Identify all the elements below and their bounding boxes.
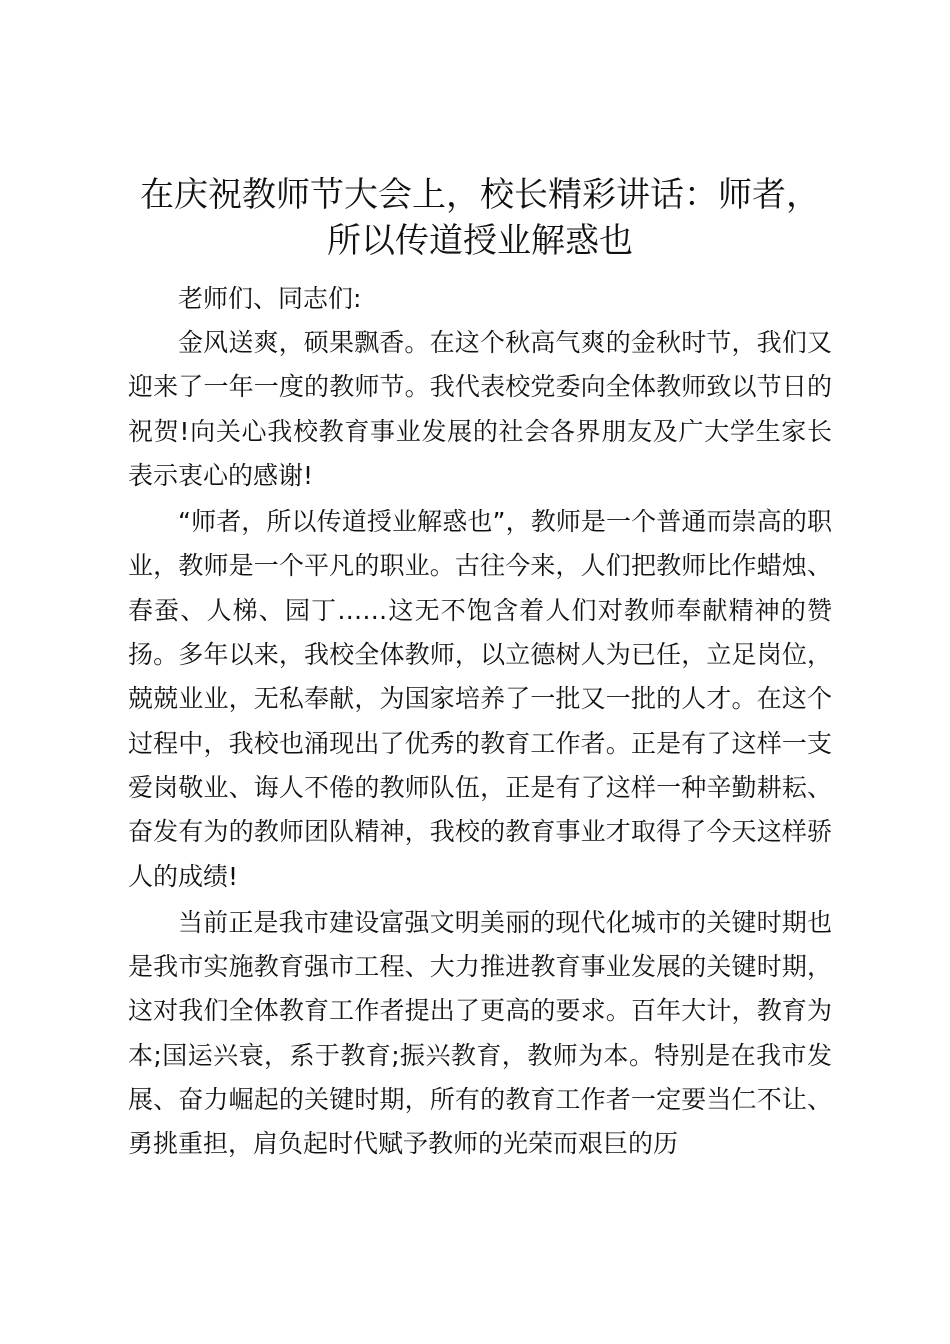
paragraph-1: 金风送爽，硕果飘香。在这个秋高气爽的金秋时节，我们又迎来了一年一度的教师节。我代表校党委向全体教师致以节日的祝贺!向关心我校教育事业发展的社会各界朋友及广大学生家长表示衷心的感谢! — [128, 328, 832, 490]
document-page — [128, 172, 832, 1167]
greeting: 老师们、同志们: — [178, 284, 362, 313]
paragraph-3: 当前正是我市建设富强文明美丽的现代化城市的关键时期也是我市实施教育强市工程、大力推进教育事业发展的关键时期，这对我们全体教育工作者提出了更高的要求。百年大计，教育为本;国运兴衰，系于教育;振兴教育，教师为本。特别是在我市发展、奋力崛起的关键时期，所有的教育工作者一定要当仁不让、勇挑重担，肩负起时代赋予教师的光荣而艰巨的历 — [128, 907, 832, 1159]
paragraph-2: “师者，所以传道授业解惑也”，教师是一个普通而崇高的职业，教师是一个平凡的职业。古往今来，人们把教师比作蜡烛、春蚕、人梯、园丁……这无不饱含着人们对教师奉献精神的赞扬。多年以来，我校全体教师，以立德树人为已任，立足岗位，兢兢业业，无私奉献，为国家培养了一批又一批的人才。在这个过程中，我校也涌现出了优秀的教育工作者。正是有了这样一支爱岗敬业、诲人不倦的教师队伍，正是有了这样一种辛勤耕耘、奋发有为的教师团队精神，我校的教育事业才取得了今天这样骄人的成绩! — [128, 507, 832, 891]
document-title: 在庆祝教师节大会上，校长精彩讲话：师者， 所以传道授业解惑也 — [140, 175, 820, 261]
